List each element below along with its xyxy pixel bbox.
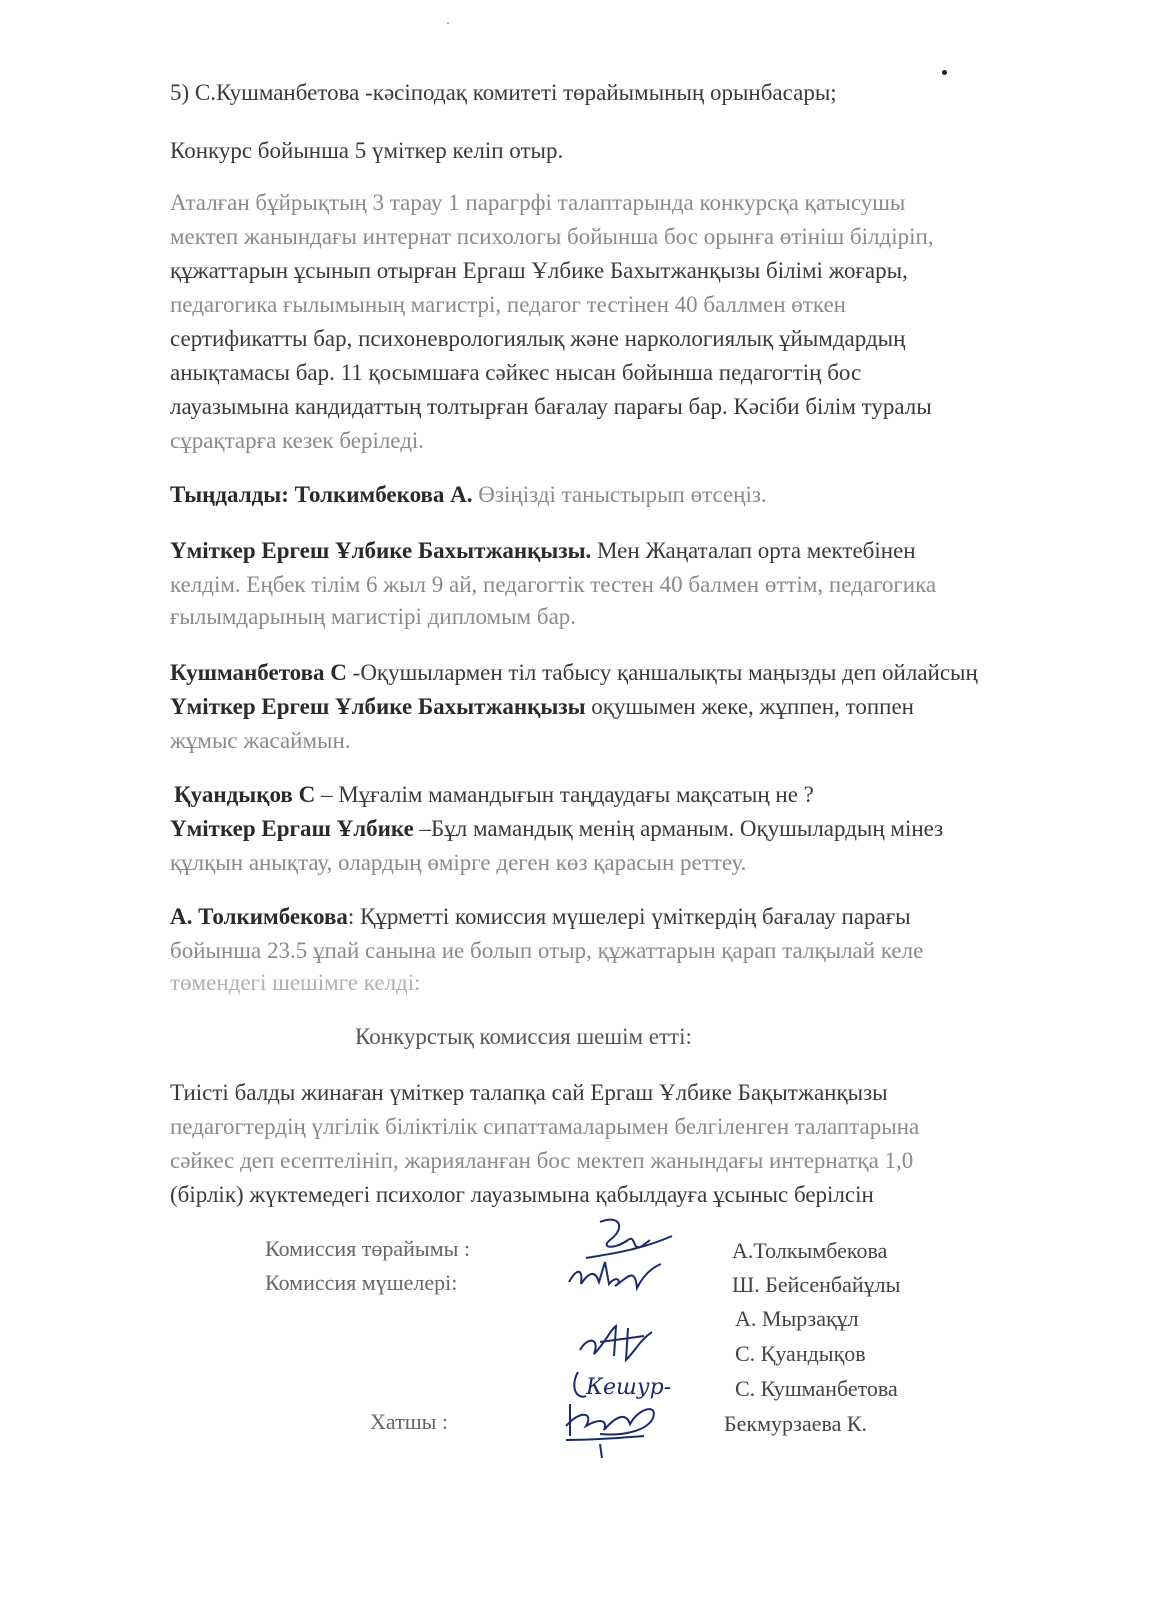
question-1: Тыңдалды: Толкимбекова А. Өзіңізді таныстырып өтсеңіз. bbox=[170, 482, 767, 507]
speaker: Үміткер Ергаш Ұлбике bbox=[170, 816, 414, 841]
question-2: Кушманбетова С -Оқушылармен тіл табысу қаншалықты маңызды деп ойлайсың bbox=[170, 660, 978, 685]
signatory-name: А. Мырзақұл bbox=[735, 1306, 859, 1331]
answer-3-line: құлқын анықтау, олардың өмірге деген көз қарасын реттеу. bbox=[170, 850, 747, 875]
signatory-name: С. Қуандықов bbox=[735, 1341, 866, 1366]
question-3: Қуандықов С – Мұғалім мамандығын таңдаудағы мақсатың не ? bbox=[174, 782, 814, 807]
member-line-5: 5) С.Кушманбетова -кәсіподақ комитеті төрайымының орынбасары; bbox=[170, 80, 837, 105]
answer-1-line: келдім. Еңбек тілім 6 жыл 9 ай, педагогтік тестен 40 балмен өттім, педагогика bbox=[170, 572, 937, 597]
signatory-name: Ш. Бейсенбайұлы bbox=[732, 1272, 901, 1297]
decision-line: (бірлік) жүктемедегі психолог лауазымына қабылдауға ұсыныс берілсін bbox=[170, 1182, 874, 1207]
signature-secretary bbox=[560, 1396, 670, 1466]
signatory-name: С. Кушманбетова bbox=[735, 1376, 898, 1401]
paragraph-line: құжаттарын ұсынып отырған Ергаш Ұлбике Бахытжанқызы білімі жоғары, bbox=[170, 258, 908, 283]
decision-line: педагогтердің үлгілік біліктілік сипаттамаларымен белгіленген талаптарына bbox=[170, 1114, 920, 1139]
paragraph-line: сұрақтарға кезек беріледі. bbox=[170, 428, 425, 453]
candidates-count: Конкурс бойынша 5 үміткер келіп отыр. bbox=[170, 138, 564, 163]
chair-statement-line: бойынша 23.5 ұпай санына ие болып отыр, құжаттарын қарап талқылай келе bbox=[170, 938, 924, 963]
ink-dot bbox=[447, 22, 449, 24]
answer-2-line: жұмыс жасаймын. bbox=[170, 728, 351, 753]
answer-1-line: ғылымдарының магистірі дипломым бар. bbox=[170, 604, 577, 629]
decision-line: Тиісті балды жинаған үміткер талапқа сай Ергаш Ұлбике Бақытжанқызы bbox=[170, 1080, 888, 1105]
speaker: Үміткер Ергеш Ұлбике Бахытжанқызы. bbox=[170, 538, 592, 563]
decision-line: сәйкес деп есептелініп, жарияланған бос мектеп жанындағы интернатқа 1,0 bbox=[170, 1148, 914, 1173]
chair-label: Комиссия төрайымы : bbox=[265, 1236, 471, 1261]
signature-member-2 bbox=[570, 1320, 670, 1370]
ink-dot bbox=[942, 70, 947, 75]
decision-title: Конкурстық комиссия шешім етті: bbox=[355, 1024, 692, 1049]
signature-member-1 bbox=[565, 1258, 675, 1298]
answer-3: Үміткер Ергаш Ұлбике –Бұл мамандық менің арманым. Оқушылардың мінез bbox=[170, 816, 944, 841]
paragraph-line: анықтамасы бар. 11 қосымшаға сәйкес нысан бойынша педагогтің бос bbox=[170, 360, 862, 385]
paragraph-line: мектеп жанындағы интернат психологы бойынша бос орынға өтініш білдіріп, bbox=[170, 224, 934, 249]
paragraph-line: педагогика ғылымының магистрі, педагог тестінен 40 баллмен өткен bbox=[170, 292, 846, 317]
paragraph-line: лауазымына кандидаттың толтырған бағалау парағы бар. Кәсіби білім туралы bbox=[170, 394, 932, 419]
chair-statement-line: төмендегі шешімге келді: bbox=[170, 970, 421, 995]
paragraph-line: сертификатты бар, психоневрологиялық және наркологиялық ұйымдардың bbox=[170, 326, 906, 351]
speaker: Тыңдалды: Толкимбекова А. bbox=[170, 482, 473, 507]
answer-1: Үміткер Ергеш Ұлбике Бахытжанқызы. Мен Жаңаталап орта мектебінен bbox=[170, 538, 916, 563]
members-label: Комиссия мүшелері: bbox=[265, 1270, 458, 1295]
paragraph-line: Аталған бұйрықтың 3 тарау 1 парагрфі талаптарында конкурсқа қатысушы bbox=[170, 190, 906, 215]
speaker: Қуандықов С bbox=[174, 782, 316, 807]
speaker: Үміткер Ергеш Ұлбике Бахытжанқызы bbox=[170, 694, 586, 719]
svg-text:Кешур-: Кешур- bbox=[586, 1375, 672, 1400]
secretary-name: Бекмурзаева К. bbox=[724, 1411, 868, 1436]
signatory-name: А.Толкымбекова bbox=[732, 1238, 888, 1263]
answer-2: Үміткер Ергеш Ұлбике Бахытжанқызы оқушымен жеке, жұппен, топпен bbox=[170, 694, 914, 719]
speaker: Кушманбетова С bbox=[170, 660, 347, 685]
secretary-label: Хатшы : bbox=[370, 1409, 449, 1434]
speaker: А. Толкимбекова bbox=[170, 904, 348, 929]
chair-statement: А. Толкимбекова: Құрметті комиссия мүшелері үміткердің бағалау парағы bbox=[170, 904, 911, 929]
